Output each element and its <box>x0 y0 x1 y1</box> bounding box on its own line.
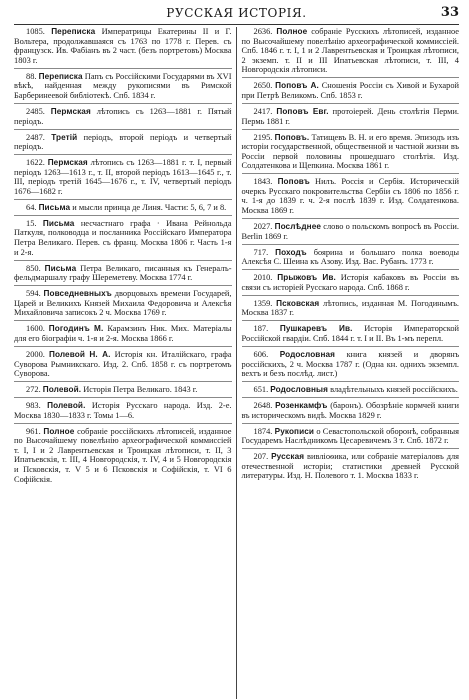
entry-text: протоіерей. День столѣтія Перми. Пермь 1881 г. <box>241 106 459 126</box>
entry-keyword: Письма <box>44 263 77 273</box>
catalog-entry <box>242 299 460 318</box>
entry-text: лѣтопись съ 1263—1881 г. Пятый періодъ. <box>14 106 232 126</box>
entry-separator <box>14 154 232 155</box>
entry-keyword: Повседневныхъ <box>43 289 112 299</box>
entry-number: 717. <box>253 247 269 257</box>
catalog-entry <box>14 107 232 126</box>
entry-keyword: Переписка <box>38 71 83 81</box>
entry-separator <box>242 77 460 78</box>
entry-number: 1359. <box>253 298 273 308</box>
entry-text: Нилъ. Россія и Сербія. Историческій очеркъ Русскаго покровительства Сербіи съ 1806 по 1856 г. ч. 1-я до 1839 г. ч. 2-я послѣ 1839 г. Изд. Солдатенкова. Москва 1869 г. <box>241 177 459 216</box>
entry-separator <box>14 320 232 321</box>
entry-separator <box>14 397 232 398</box>
entry-separator <box>14 423 232 424</box>
entry-separator <box>242 218 460 219</box>
catalog-entry <box>242 350 460 379</box>
entry-separator <box>14 199 232 200</box>
entry-keyword: Погодинъ М. <box>48 324 104 334</box>
entry-number: 961. <box>26 426 41 436</box>
entry-number: 983. <box>26 401 41 411</box>
entry-keyword: Письма <box>38 202 71 212</box>
entry-text: Исторія Русскаго народа. Изд. 2-е. Москва 1830—1833 г. Томы 1—6. <box>14 401 232 420</box>
entry-keyword: Поповъ. <box>274 132 310 142</box>
entry-number: 850. <box>26 263 41 273</box>
entry-keyword: Походъ <box>275 247 307 257</box>
entry-keyword: Родословная <box>279 349 336 359</box>
entry-number: 606. <box>253 349 269 359</box>
catalog-entry <box>14 219 232 257</box>
entry-number: 2636. <box>253 27 273 36</box>
entry-keyword: Полное <box>43 426 75 436</box>
entry-number: 187. <box>253 324 269 334</box>
entry-text: владѣтельныхъ князей россійскихъ. <box>330 385 458 395</box>
entry-keyword: Псковская <box>276 298 320 308</box>
catalog-entry <box>14 264 232 283</box>
entry-separator <box>14 103 232 104</box>
catalog-entry <box>14 289 232 318</box>
entry-number: 15. <box>26 218 37 228</box>
entry-keyword: Полевой. <box>47 401 86 411</box>
entry-keyword: Полное <box>276 27 308 36</box>
catalog-entry <box>14 401 232 420</box>
entry-text: книга князей и дворянъ россійскихъ, 2 ч. Москва 1787 г. (Одна кн. однихъ экземпл. вехтъ и безъ послѣд. лист.) <box>241 349 459 379</box>
entry-number: 1843. <box>253 177 273 187</box>
entry-text: лѣтопись, изданная М. Погодинымъ. Москва 1837 г. <box>241 298 459 318</box>
entry-text: слово о польскомъ вопросѣ въ Россіи. Berlin 1869 г. <box>241 222 459 241</box>
two-column-body <box>14 27 459 699</box>
entry-text: Исторія кн. Италійскаго, графа Суворова Рымникскаго. Изд. 2. Спб. 1858 г. съ портретомъ Суворова. <box>14 349 232 379</box>
catalog-entry <box>242 273 460 292</box>
entry-separator <box>242 173 460 174</box>
catalog-entry <box>242 177 460 215</box>
entry-text: Сношенія Россіи съ Хивой и Бухарой при Петрѣ Великомъ. Спб. 1853 г. <box>241 81 459 100</box>
entry-number: 651. <box>253 385 269 395</box>
entry-separator <box>242 381 460 382</box>
catalog-entry <box>242 324 460 343</box>
entry-number: 1085. <box>26 27 45 36</box>
catalog-entry <box>242 133 460 171</box>
entry-keyword: Рукописи <box>274 426 315 436</box>
entry-text: Татищевъ В. Н. и его время. Эпизодъ изъ исторіи государственной, общественной и частной жизни въ Россіи первой половины прошедшаго столѣтія. Изд. Солдатенкова и Щепкина. Москва 1861 г. <box>241 132 459 171</box>
entry-separator <box>242 269 460 270</box>
entry-text: собраніе Русскихъ лѣтописей, изданное по Высочайшему повелѣнію археографической коммиссіей. Спб. 1846 г. т. І, 1 и 2 Лаврентьевская и Троицкая лѣтописи, 2 экземп. т. II и III Ипатьевская лѣтописи, т. III, 4 Новгородскія лѣтописи. <box>241 27 459 75</box>
entry-separator <box>242 320 460 321</box>
entry-text: Императрицы Екатерины II и Г. Вольтера, продолжавшаяся съ 1763 по 1778 г. Перев. съ французск. Ив. Фабіанъ въ 2 част. (безъ портретовъ) Москва 1803 г. <box>14 27 232 65</box>
catalog-entry <box>242 452 460 481</box>
entry-keyword: Родословныя <box>270 385 328 395</box>
entry-keyword: Поповъ Евг. <box>276 106 329 116</box>
entry-number: 1874. <box>253 426 273 436</box>
entry-number: 2010. <box>253 273 273 283</box>
entry-keyword: Полевой. <box>42 385 82 395</box>
entry-text: Исторія Петра Великаго. 1843 г. <box>83 385 198 395</box>
entry-number: 64. <box>26 202 37 212</box>
entry-separator <box>14 285 232 286</box>
entry-separator <box>14 346 232 347</box>
right-column <box>236 27 460 699</box>
entry-separator <box>242 295 460 296</box>
catalog-entry <box>242 27 460 75</box>
entry-number: 594. <box>26 289 41 299</box>
entry-keyword: Розенкамфъ <box>275 401 328 411</box>
entry-text: дворцовыхъ времени Государей, Царей и Великихъ Князей Михаила Федоровича и Алексѣя Михайловича записокъ 2 ч. Москва 1769 г. <box>14 289 232 318</box>
running-title: РУССКАЯ ИСТОРІЯ. <box>166 6 307 20</box>
catalog-entry <box>14 324 232 343</box>
entry-number: 2485. <box>26 106 45 116</box>
entry-text: періодъ, второй періодъ и четвертый періодъ. <box>14 132 232 152</box>
left-column <box>14 27 236 699</box>
entry-keyword: Русская <box>271 452 305 462</box>
entry-text: Петра Великаго, писанныя къ Генералъ-фельдмаршалу графу Шереметеву. Москва 1774 г. <box>14 263 232 283</box>
entry-text: о Севастопольской оборонѣ, собранныя Государемъ Наслѣдникомъ Цесаревичемъ 3 т. Спб. 1872 г. <box>241 426 459 446</box>
entry-keyword: Прыжовъ Ив. <box>277 273 336 283</box>
entry-separator <box>242 423 460 424</box>
catalog-entry <box>242 248 460 267</box>
entry-number: 1622. <box>26 158 45 168</box>
catalog-entry <box>242 427 460 446</box>
catalog-entry <box>14 427 232 485</box>
entry-keyword: Поповъ А. <box>275 81 319 91</box>
entry-keyword: Третій <box>51 132 78 142</box>
entry-separator <box>14 68 232 69</box>
catalog-entry <box>242 222 460 241</box>
catalog-entry <box>242 81 460 100</box>
catalog-entry <box>242 107 460 126</box>
entry-text: (баронъ). Обозрѣніе кормчей книги въ историческомъ видѣ. Москва 1829 г. <box>241 401 459 420</box>
entry-text: Исторія Императорской Россійской гвардіи. Спб. 1844 г. т. I и II. Въ 1-мъ перепл. <box>241 324 459 343</box>
entry-separator <box>242 448 460 449</box>
entry-keyword: Полевой Н. А. <box>48 349 111 359</box>
catalog-entry <box>14 350 232 379</box>
entry-number: 2487. <box>26 132 45 142</box>
entry-number: 2027. <box>253 222 273 232</box>
catalog-entry <box>14 27 232 65</box>
entry-separator <box>242 103 460 104</box>
entry-text: боярина и большаго полка воеводы Алексѣя С. Шеина къ Азову. Изд. Вас. Рубанъ. 1773 г. <box>241 247 459 267</box>
page-header <box>14 0 459 25</box>
entry-text: Карамзинъ Ник. Мих. Матеріалы для его біографіи ч. 1-я и 2-я. Москва 1866 г. <box>14 324 232 343</box>
entry-text: вивліоѳика, или собраніе матеріаловъ для отечественной исторіи; статистики древней Русской литературы. Изд. Н. Полевого т. 1. Москва 1833 г. <box>241 452 459 481</box>
catalog-entry <box>14 133 232 152</box>
entry-keyword: Поповъ <box>277 177 310 187</box>
entry-text: собраніе россійскихъ лѣтописей, изданное по Высочайшему повелѣнію археографической коммиссіей т. І, I и 2 Лаврентьевская и Троицкая лѣтописи, т. II, 3 Ипатьевскія, т. III, 4 Новгородскія, т. IV, 4 и 5 Новгородскія и Псковскія, т. V 5 и 6 Псковскія и Софійскія, т. VI 6 Софійскія. <box>14 426 232 484</box>
entry-number: 1600. <box>26 324 45 334</box>
entry-number: 2195. <box>253 132 273 142</box>
entry-number: 2000. <box>26 349 45 359</box>
catalog-entry <box>14 158 232 196</box>
entry-number: 88. <box>26 71 37 81</box>
entry-keyword: Послѣднее <box>274 222 322 232</box>
entry-keyword: Письма <box>42 218 75 228</box>
entry-text: несчастнаго графа · Ивана Рейнольда Паткуля, полководца и посланника Россійскаго Императора Петра Великаго. Перев. съ франц. Москва 1806 г. Часть 1-я и 2-я. <box>14 218 232 257</box>
entry-number: 207. <box>253 452 269 462</box>
catalog-entry <box>14 203 232 213</box>
entry-separator <box>14 215 232 216</box>
entry-number: 2417. <box>253 106 273 116</box>
entry-number: 2650. <box>253 81 273 91</box>
entry-text: Папъ съ Россійскими Государями въ XVI вѣкѣ, найденная между рукописями въ Римской Барберинеевой библіотекѣ. Спб. 1834 г. <box>14 71 232 100</box>
entry-keyword: Переписка <box>51 27 96 36</box>
entry-keyword: Пермская <box>47 158 88 168</box>
entry-separator <box>242 346 460 347</box>
entry-separator <box>242 244 460 245</box>
catalog-entry <box>242 401 460 420</box>
entry-text: Исторія кабаковъ въ Россіи въ связи съ исторіей Русскаго народа. Спб. 1868 г. <box>241 273 459 292</box>
catalog-entry <box>14 72 232 101</box>
entry-keyword: Пермская <box>50 106 91 116</box>
entry-separator <box>14 260 232 261</box>
entry-number: 2648. <box>253 401 273 411</box>
entry-separator <box>14 381 232 382</box>
catalog-entry <box>14 385 232 395</box>
entry-separator <box>14 129 232 130</box>
entry-keyword: Пушкаревъ Ив. <box>279 324 353 334</box>
entry-separator <box>242 397 460 398</box>
entry-separator <box>242 129 460 130</box>
entry-number: 272. <box>26 385 41 395</box>
page-number: 33 <box>440 5 459 20</box>
entry-text: и мысли принца де Линя. Части: 5, 6, 7 и 8. <box>72 202 227 212</box>
entry-text: лѣтопись съ 1263—1881 г. т. І, первый періодъ 1263—1613 г., т. II, второй періодъ 1613—1645 г., т. III, періодъ третій 1645—1676 г., т. IV, четвертый періодъ 1676—1682 г. <box>14 158 232 196</box>
catalog-entry <box>242 385 460 395</box>
